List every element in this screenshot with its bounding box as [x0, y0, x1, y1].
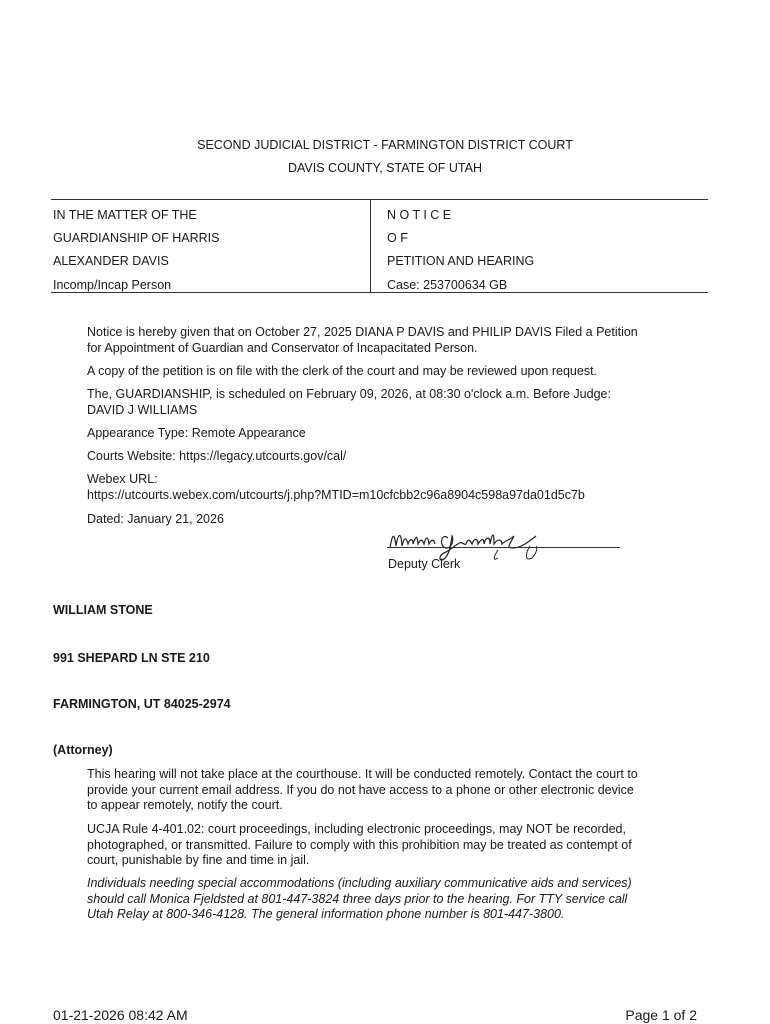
court-county: DAVIS COUNTY, STATE OF UTAH: [287, 161, 482, 175]
caption-left-line: Incomp/Incap Person: [53, 278, 172, 292]
notice-paragraph-cont: for Appointment of Guardian and Conservator of Incapacitated Person.: [87, 341, 478, 355]
dated-line: Dated: January 21, 2026: [87, 512, 224, 526]
recording-rule-notice: UCJA Rule 4-401.02: court proceedings, including electronic proceedings, may NOT be recorded,: [87, 822, 626, 836]
caption-right-line: O F: [387, 231, 408, 245]
recording-rule-notice-cont: photographed, or transmitted. Failure to comply with this prohibition may be treated as contempt of: [87, 838, 632, 852]
signer-title: Deputy Clerk: [388, 557, 461, 571]
notice-paragraph: Notice is hereby given that on October 27, 2025 DIANA P DAVIS and PHILIP DAVIS Filed a Petition: [87, 325, 638, 339]
webex-label: Webex URL:: [87, 472, 158, 486]
accommodations-notice: Individuals needing special accommodations (including auxiliary communicative aids and services): [87, 876, 632, 890]
recording-rule-notice-cont: court, punishable by fine and time in jail.: [87, 853, 310, 867]
court-name: SECOND JUDICIAL DISTRICT - FARMINGTON DISTRICT COURT: [197, 138, 573, 152]
attorney-address-line1: 991 SHEPARD LN STE 210: [53, 651, 210, 665]
courts-website: Courts Website: https://legacy.utcourts.gov/cal/: [87, 449, 347, 463]
caption-right-line: PETITION AND HEARING: [387, 254, 535, 268]
attorney-role: (Attorney): [53, 743, 113, 757]
caption-left-line: GUARDIANSHIP OF HARRIS: [53, 231, 220, 245]
caption-left-line: IN THE MATTER OF THE: [53, 208, 197, 222]
appearance-type: Appearance Type: Remote Appearance: [87, 426, 306, 440]
petition-copy-paragraph: A copy of the petition is on file with the clerk of the court and may be reviewed upon request.: [87, 364, 598, 378]
page-number: Page 1 of 2: [625, 1007, 697, 1023]
judge-name: DAVID J WILLIAMS: [87, 403, 198, 417]
case-caption: [51, 199, 708, 293]
webex-url: https://utcourts.webex.com/utcourts/j.php?MTID=m10cfcbb2c96a8904c598a97da01d5c7b: [87, 488, 585, 502]
caption-divider: [370, 200, 371, 292]
accommodations-notice-cont: Utah Relay at 800-346-4128. The general information phone number is 801-447-3800.: [87, 907, 565, 921]
signature-line: [387, 547, 620, 548]
attorney-name: WILLIAM STONE: [53, 603, 153, 617]
remote-hearing-notice-cont: provide your current email address. If you do not have access to a phone or other electronic device: [87, 783, 634, 797]
caption-right-line: N O T I C E: [387, 208, 452, 222]
attorney-address-line2: FARMINGTON, UT 84025-2974: [53, 697, 231, 711]
remote-hearing-notice-cont: to appear remotely, notify the court.: [87, 798, 283, 812]
case-number: Case: 253700634 GB: [387, 278, 508, 292]
remote-hearing-notice: This hearing will not take place at the courthouse. It will be conducted remotely. Contact the court to: [87, 767, 638, 781]
schedule-paragraph: The, GUARDIANSHIP, is scheduled on February 09, 2026, at 08:30 o'clock a.m. Before Judge:: [87, 387, 611, 401]
accommodations-notice-cont: should call Monica Fjeldsted at 801-447-3824 three days prior to the hearing. For TTY service call: [87, 892, 628, 906]
caption-left-line: ALEXANDER DAVIS: [53, 254, 169, 268]
print-timestamp: 01-21-2026 08:42 AM: [53, 1007, 188, 1023]
